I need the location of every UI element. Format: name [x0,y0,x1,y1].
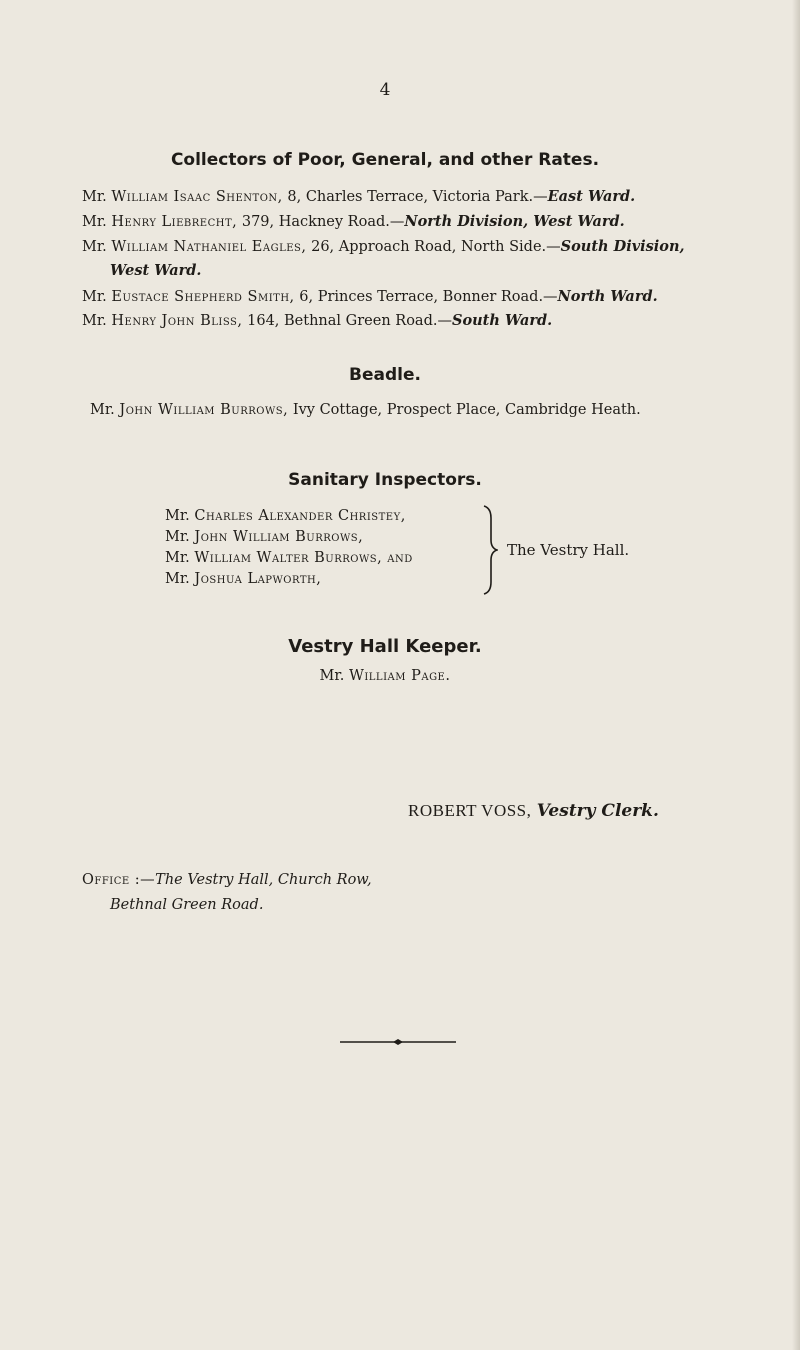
inspector-list [165,506,413,590]
beadle-heading: Beadle. [349,365,421,385]
collector-entry: Mr. Henry Liebrecht, 379, Hackney Road.—North Division, West Ward. [82,213,625,230]
beadle-entry: Mr. John William Burrows, Ivy Cottage, Prospect Place, Cambridge Heath. [90,402,641,418]
office-address: Office :—The Vestry Hall, Church Row, Bethnal Green Road. [82,872,372,913]
page-edge-shadow [792,0,800,1350]
sanitary-heading: Sanitary Inspectors. [288,470,482,490]
inspector-entry: Mr. John William Burrows, [165,529,364,545]
decorative-rule [340,1038,456,1046]
collectors-heading: Collectors of Poor, General, and other Rates. [170,150,600,170]
clerk-signature: ROBERT VOSS, Vestry Clerk. [408,801,659,821]
collector-entry: Mr. William Isaac Shenton, 8, Charles Terrace, Victoria Park.—East Ward. [82,188,636,205]
collector-entry: Mr. William Nathaniel Eagles, 26, Approach Road, North Side.—South Division, [82,238,685,255]
collector-entry: Mr. Henry John Bliss, 164, Bethnal Green Road.—South Ward. [82,312,553,329]
inspector-entry: Mr. William Walter Burrows, and [165,550,413,566]
keeper-heading: Vestry Hall Keeper. [288,636,482,657]
inspector-entry: Mr. Joshua Lapworth, [165,571,322,587]
inspector-location: The Vestry Hall. [507,541,630,559]
keeper-entry: Mr. William Page. [319,668,451,684]
collector-entry: Mr. Eustace Shepherd Smith, 6, Princes Terrace, Bonner Road.—North Ward. [82,288,658,305]
curly-brace-icon [482,504,498,596]
inspector-entry: Mr. Charles Alexander Christey, [165,508,406,524]
page-number: 4 [379,80,391,100]
collector-entry-continued: West Ward. [110,262,202,279]
